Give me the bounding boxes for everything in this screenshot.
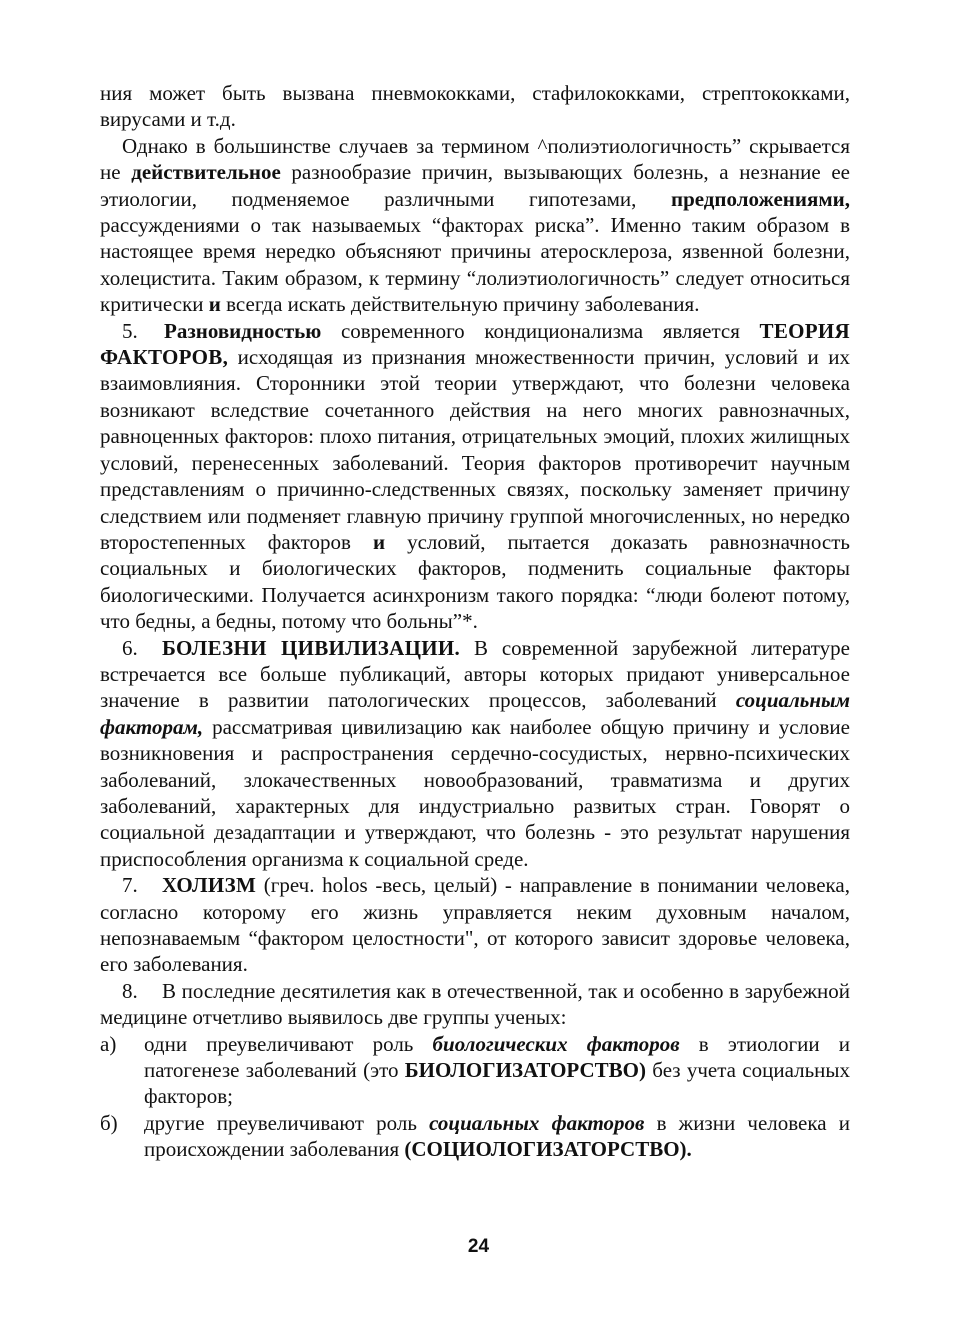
- item-number: 8.: [122, 978, 138, 1003]
- item-5-theory-of-factors: 5. Разновидностью современного кондиционализма является ТЕОРИЯ ФАКТОРОВ, исходящая из признания множественности причин, условий и их взаимовлияния. Сторонники этой теории утверждают, что болезни человека возникают вследствие сочетанного действия на него многих равнозначных, равноценных факторов: плохо питания, отрицательных эмоций, плохих жилищных условий, перенесенных заболеваний. Теория факторов противоречит научным представлениям о причинно-следственных связях, поскольку заменяет причину следствием или подменяет главную причину группой многочисленных, но нередко второстепенных факторов и условий, пытается доказать равнозначность социальных и биологических факторов, подменить социальные факторы биологическими. Получается асинхронизм такого порядка: “люди болеют потому, что бедны, а бедны, потому что больны”*.: [100, 318, 850, 634]
- item-number: 7.: [122, 873, 138, 898]
- page-body: [100, 80, 850, 1163]
- item-8-two-groups: 8. В последние десятилетия как в отечественной, так и особенно в зарубежной медицине отчетливо выявилось две группы ученых:: [100, 978, 850, 1030]
- item-number: 6.: [122, 635, 138, 660]
- page-number: 24: [467, 1236, 490, 1257]
- paragraph-polyetiology: Однако в большинстве случаев за термином ^полиэтиологичность” скрывается не действительное разнообразие причин, вызывающих болезнь, а незнание ее этиологии, подменяемое различными гипотезами, предположениями, рассуждениями о так называемых “факторах риска”. Именно таким образом в настоящее время нередко объясняют причины атеросклероза, язвенной болезни, холецистита. Таким образом, к термину “лолиэтиологичность” следует относиться критически и всегда искать действительную причину заболевания.: [100, 133, 850, 317]
- list-marker: б): [100, 1110, 118, 1135]
- item-7-holism: 7. ХОЛИЗМ (греч. holos -весь, целый) - направление в понимании человека, согласно которому его жизнь управляется неким духовным началом, непознаваемым “фактором целостности", от которого зависит здоровье человека, его заболевания.: [100, 873, 850, 977]
- list-item-b: б) другие преувеличивают роль социальных факторов в жизни человека и происхождении заболевания (СОЦИОЛОГИЗАТОРСТВО).: [100, 1110, 850, 1162]
- list-marker: а): [100, 1031, 117, 1056]
- paragraph-intro: ния может быть вызвана пневмококками, стафилококками, стрептококками, вирусами и т.д.: [100, 81, 850, 132]
- item-6-civilization-diseases: 6. БОЛЕЗНИ ЦИВИЛИЗАЦИИ. В современной зарубежной литературе встречается все больше публикаций, авторы которых придают универсальное значение в развитии патологических процессов, заболеваний социальным факторам, рассматривая цивилизацию как наиболее общую причину и условие возникновения и распространения сердечно-сосудистых, нервно-психических заболеваний, злокачественных новообразований, травматизма и других заболеваний, характерных для индустриально развитых стран. Говорят о социальной дезадаптации и утверждают, что болезнь - это результат нарушения приспособления организма к социальной среде.: [100, 635, 850, 871]
- list-item-a: а) одни преувеличивают роль биологических факторов в этиологии и патогенезе заболеваний (это БИОЛОГИЗАТОРСТВО) без учета социальных факторов;: [100, 1031, 850, 1109]
- item-number: 5.: [122, 318, 138, 343]
